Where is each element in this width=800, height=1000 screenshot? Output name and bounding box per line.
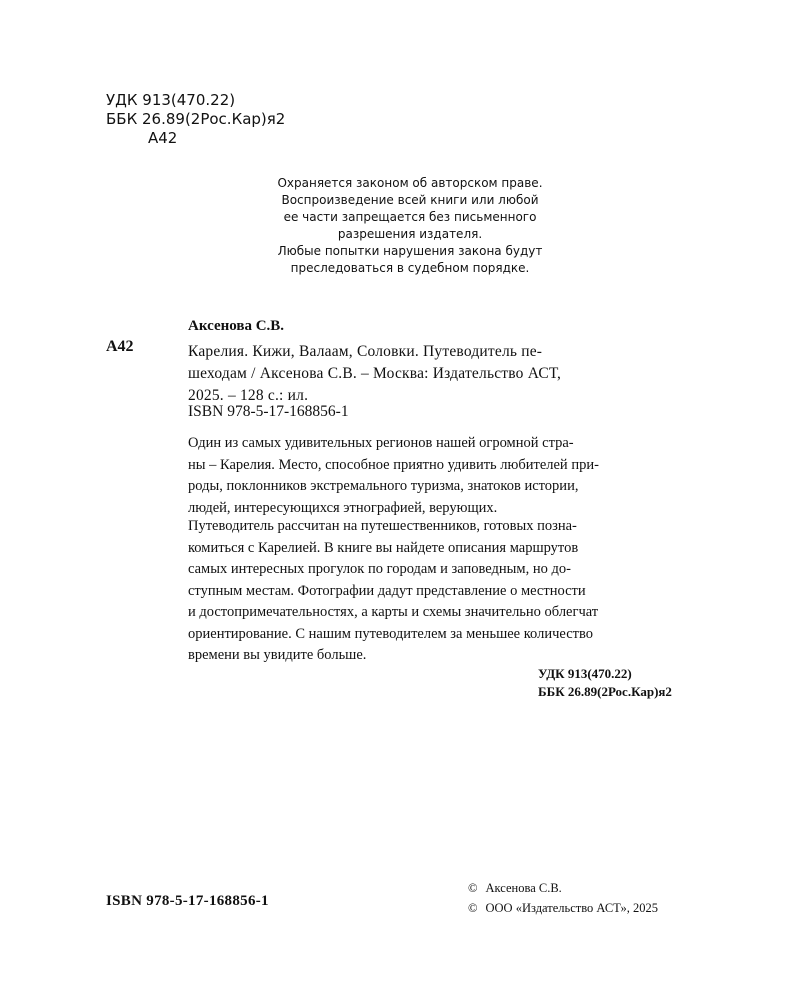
- notice-line: Любые попытки нарушения закона будут: [277, 244, 543, 258]
- annotation-line: ступным местам. Фотографии дадут представление о местности: [188, 582, 586, 599]
- annotation-line: людей, интересующихся этнографией, верующих.: [188, 499, 498, 516]
- annotation-line: времени вы увидите больше.: [188, 647, 367, 663]
- copyright-publisher: ООО «Издательство АСТ», 2025: [485, 901, 658, 915]
- annotation-line: самых интересных прогулок по городам и заповедным, но до-: [188, 561, 571, 577]
- bbk-code: ББК 26.89(2Рос.Кар)я2: [106, 110, 286, 128]
- catalog-isbn: ISBN 978-5-17-168856-1: [188, 403, 349, 420]
- catalog-title: [188, 341, 718, 407]
- bottom-bbk-code: ББК 26.89(2Рос.Кар)я2: [538, 684, 672, 699]
- notice-line: Охраняется законом об авторском праве.: [277, 176, 543, 190]
- annotation-line: ны – Карелия. Место, способное приятно удивить любителей при-: [188, 456, 599, 473]
- footer-isbn: ISBN 978-5-17-168856-1: [106, 893, 269, 909]
- notice-line: Воспроизведение всей книги или любой: [281, 193, 539, 207]
- copyright-author: Аксенова С.В.: [485, 881, 562, 895]
- notice-line: разрешения издателя.: [337, 227, 483, 241]
- copyright-icon: ©: [468, 901, 478, 915]
- annotation-line: комиться с Карелией. В книге вы найдете описания маршрутов: [188, 539, 579, 556]
- udk-code: УДК 913(470.22): [106, 91, 236, 109]
- copyright-publisher-line: [468, 898, 658, 918]
- annotation-line: роды, поклонников экстремального туризма, знатоков истории,: [188, 478, 579, 494]
- notice-line: ее части запрещается без письменного: [283, 210, 537, 224]
- bottom-udk-code: УДК 913(470.22): [538, 666, 632, 681]
- annotation-paragraph-1: [188, 433, 718, 519]
- author-sign-code: А42: [148, 129, 178, 147]
- top-classification: [106, 91, 285, 148]
- annotation-line: и достопримечательностях, а карты и схемы значительно облегчат: [188, 604, 599, 620]
- annotation-line: Путеводитель рассчитан на путешественников, готовых позна-: [188, 518, 577, 534]
- catalog-author: Аксенова С.В.: [188, 318, 285, 334]
- copyright-author-line: [468, 878, 658, 898]
- annotation-line: ориентирование. С нашим путеводителем за меньшее количество: [188, 625, 593, 642]
- catalog-code: А42: [106, 338, 134, 355]
- annotation-line: Один из самых удивительных регионов нашей огромной стра-: [188, 435, 574, 451]
- title-line: Карелия. Кижи, Валаам, Соловки. Путеводитель пе-: [188, 343, 543, 360]
- copyright-icon: ©: [468, 881, 478, 895]
- annotation-paragraph-2: [188, 516, 718, 667]
- notice-line: преследоваться в судебном порядке.: [290, 261, 530, 275]
- bottom-classification: [538, 665, 672, 701]
- title-line: шеходам / Аксенова С.В. – Москва: Издательство АСТ,: [188, 365, 562, 382]
- title-line: 2025. – 128 с.: ил.: [188, 387, 309, 404]
- copyright-block: [468, 878, 658, 918]
- copyright-notice: [220, 175, 600, 277]
